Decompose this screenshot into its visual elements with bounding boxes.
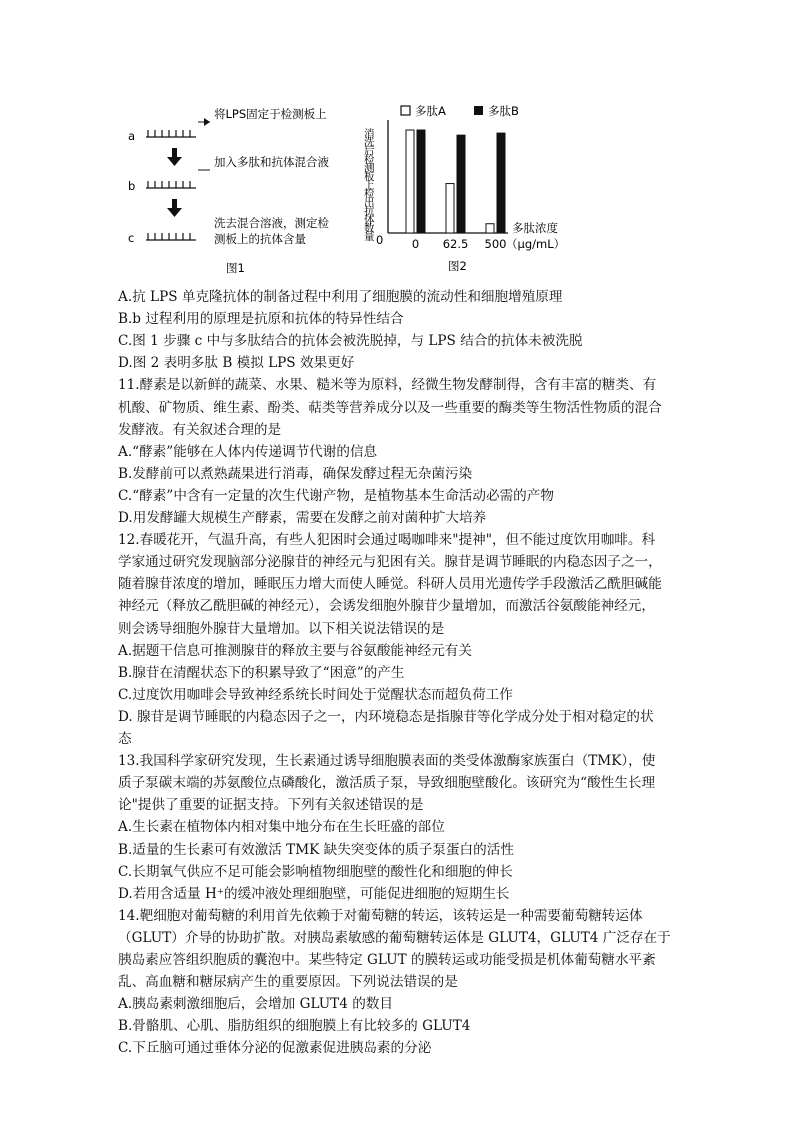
figure-svg [118,92,598,282]
x-tick-label: 62.5 [442,237,469,251]
figure2-caption: 图2 [448,259,467,273]
text-line: B.适量的生长素可有效激活 TMK 缺失突变体的质子泵蛋白的活性 [118,841,514,858]
note-b: 加入多肽和抗体混合液 [214,155,329,169]
text-line: 则会诱导细胞外腺苷大量增加。以下相关说法错误的是 [118,620,445,637]
figure [118,92,598,282]
x-tick-label: 500 [484,237,507,251]
y-axis-label-char: 板 [364,171,375,183]
text-line: B.b 过程利用的原理是抗原和抗体的特异性结合 [118,311,404,328]
text-line: 论"提供了重要的证据支持。下列有关叙述错误的是 [118,797,424,814]
text-line: C.过度饮用咖啡会导致神经系统长时间处于觉醒状态而超负荷工作 [118,686,513,703]
text-line: C.“酵素”中含有一定量的次生代谢产物，是植物基本生命活动必需的产物 [118,487,554,504]
bar-a-1 [446,184,454,233]
y-axis-label-char: 量 [364,231,375,244]
text-line: 11.酵素是以新鲜的蔬菜、水果、糙米等为原料，经微生物发酵制得，含有丰富的糖类、有 [118,377,657,394]
bar-a-0 [406,130,414,233]
text-line: 13.我国科学家研究发现，生长素通过诱导细胞膜表面的类受体激酶家族蛋白（TMK），使 [118,753,656,770]
text-line: 神经元（释放乙酰胆碱的神经元），会诱发细胞外腺苷少量增加，而激活谷氨酸能神经元， [118,598,655,615]
text-line: B.腺苷在清醒状态下的积累导致了“困意”的产生 [118,664,405,681]
text-line: 12.春暖花开，气温升高，有些人犯困时会通过喝咖啡来"提神"，但不能过度饮用咖啡。科 [118,532,656,549]
text-line: 发酵液。有关叙述合理的是 [118,421,282,438]
text-line: 质子泵碳末端的苏氨酸位点磷酸化，激活质子泵，导致细胞壁酸化。该研究为“酸性生长理 [118,775,656,792]
text-line: A.据题干信息可推测腺苷的释放主要与谷氨酸能神经元有关 [118,642,472,659]
text-line: 态 [118,731,132,747]
text-line: A.“酵素”能够在人体内传递调节代谢的信息 [118,443,378,460]
text-line: 随着腺苷浓度的增加，睡眠压力增大而使人睡觉。科研人员用光遗传学手段激活乙酰胆碱能 [118,576,662,593]
y-axis-label [364,127,375,243]
bar-b-0 [417,130,425,233]
text-line: C.图 1 步骤 c 中与多肽结合的抗体会被洗脱掉，与 LPS 结合的抗体未被洗脱 [118,333,583,350]
y-axis-label-char: 洗 [364,136,375,149]
y-axis-label-char: 出 [364,196,375,209]
text-line: D.若用含适量 H⁺的缓冲液处理细胞壁，可能促进细胞的短期生长 [118,885,510,902]
plate-b [146,181,196,188]
x-axis-label-line2: （μg/mL） [506,237,566,251]
step-a-label: a [128,129,136,143]
text-line: C.下丘脑可通过垂体分泌的促激素促进胰岛素的分泌 [118,1040,432,1057]
text-line: B.骨骼肌、心肌、脂肪组织的细胞膜上有比较多的 GLUT4 [118,1018,471,1035]
text-line: D.用发酵罐大规模生产酵素，需要在发酵之前对菌种扩大培养 [118,510,487,526]
y-axis-label-char: 测 [364,162,375,175]
down-arrow-2 [167,199,182,217]
legend-b-swatch [474,106,483,115]
figure1-caption: 图1 [226,261,245,275]
down-arrow-1 [167,148,182,166]
plate-c [146,233,196,240]
y-axis-label-char: 体 [364,214,375,226]
text-line: 胰岛素应答组织胞质的囊泡中。某些特定 GLUT 的膜转运或功能受损是机体葡萄糖水平紊 [118,952,656,968]
text-line: A.胰岛素刺激细胞后，会增加 GLUT4 的数目 [118,996,393,1013]
text-line: A.抗 LPS 单克隆抗体的制备过程中利用了细胞膜的流动性和细胞增殖原理 [118,289,563,305]
text-line: B.发酵前可以煮熟蔬果进行消毒，确保发酵过程无杂菌污染 [118,465,473,482]
bar-b-1 [457,135,465,233]
y-axis-label-char: 检 [364,188,375,201]
legend-a-swatch [401,106,410,115]
x-tick-labels [412,237,507,251]
legend-a-label: 多肽A [415,104,446,118]
figure1 [128,107,329,275]
text-line: A.生长素在植物体内相对集中地分布在生长旺盛的部位 [118,819,445,836]
text-line: C.长期氧气供应不足可能会影响植物细胞壁的酸性化和细胞的伸长 [118,863,513,880]
note-c-line2: 测板上的抗体含量 [214,232,306,246]
plate-a [146,130,196,137]
figure2 [364,104,565,273]
y-axis-label-char: 后 [364,145,375,158]
text-line: 学家通过研究发现脑部分泌腺苷的神经元与犯困有关。腺苷是调节睡眠的内稳态因子之一， [118,554,662,571]
x-tick-label: 0 [411,237,420,251]
note-a: 将LPS固定于检测板上 [214,107,327,121]
text-line: D. 腺苷是调节睡眠的内稳态因子之一，内环境稳态是指腺苷等化学成分处于相对稳定的状 [118,708,654,725]
y-axis-label-char: 检 [364,153,375,166]
step-b-label: b [128,179,136,193]
bar-b-2 [497,133,505,233]
note-c-line1: 洗去混合溶液，测定检 [214,216,329,230]
bar-a-2 [486,224,494,233]
y-axis-label-char: 上 [364,179,375,192]
text-line: 乱、高血糖和糖尿病产生的重要原因。下列说法错误的是 [118,974,458,991]
step-c-label: c [128,231,135,245]
bars [406,130,505,233]
x-axis-label-line1: 多肽浓度 [512,221,558,235]
text-line: 机酸、矿物质、维生素、酚类、萜类等营养成分以及一些重要的酶类等生物活性物质的混合 [118,399,662,416]
legend-b-label: 多肽B [488,104,519,118]
y-axis-label-char: 消 [364,128,375,140]
y-axis-label-char: 抗 [364,205,375,218]
text-line: 14.靶细胞对葡萄糖的利用首先依赖于对葡萄糖的转运，该转运是一种需要葡萄糖转运体 [118,907,643,924]
y-axis-label-char: 数 [364,222,375,235]
text-line: D.图 2 表明多肽 B 模拟 LPS 效果更好 [118,355,355,372]
pointer-arrow-a [204,118,210,126]
text-line: （GLUT）介导的协助扩散。对胰岛素敏感的葡萄糖转运体是 GLUT4，GLUT4 广泛存在于 [118,929,671,946]
origin-label: 0 [376,233,384,247]
